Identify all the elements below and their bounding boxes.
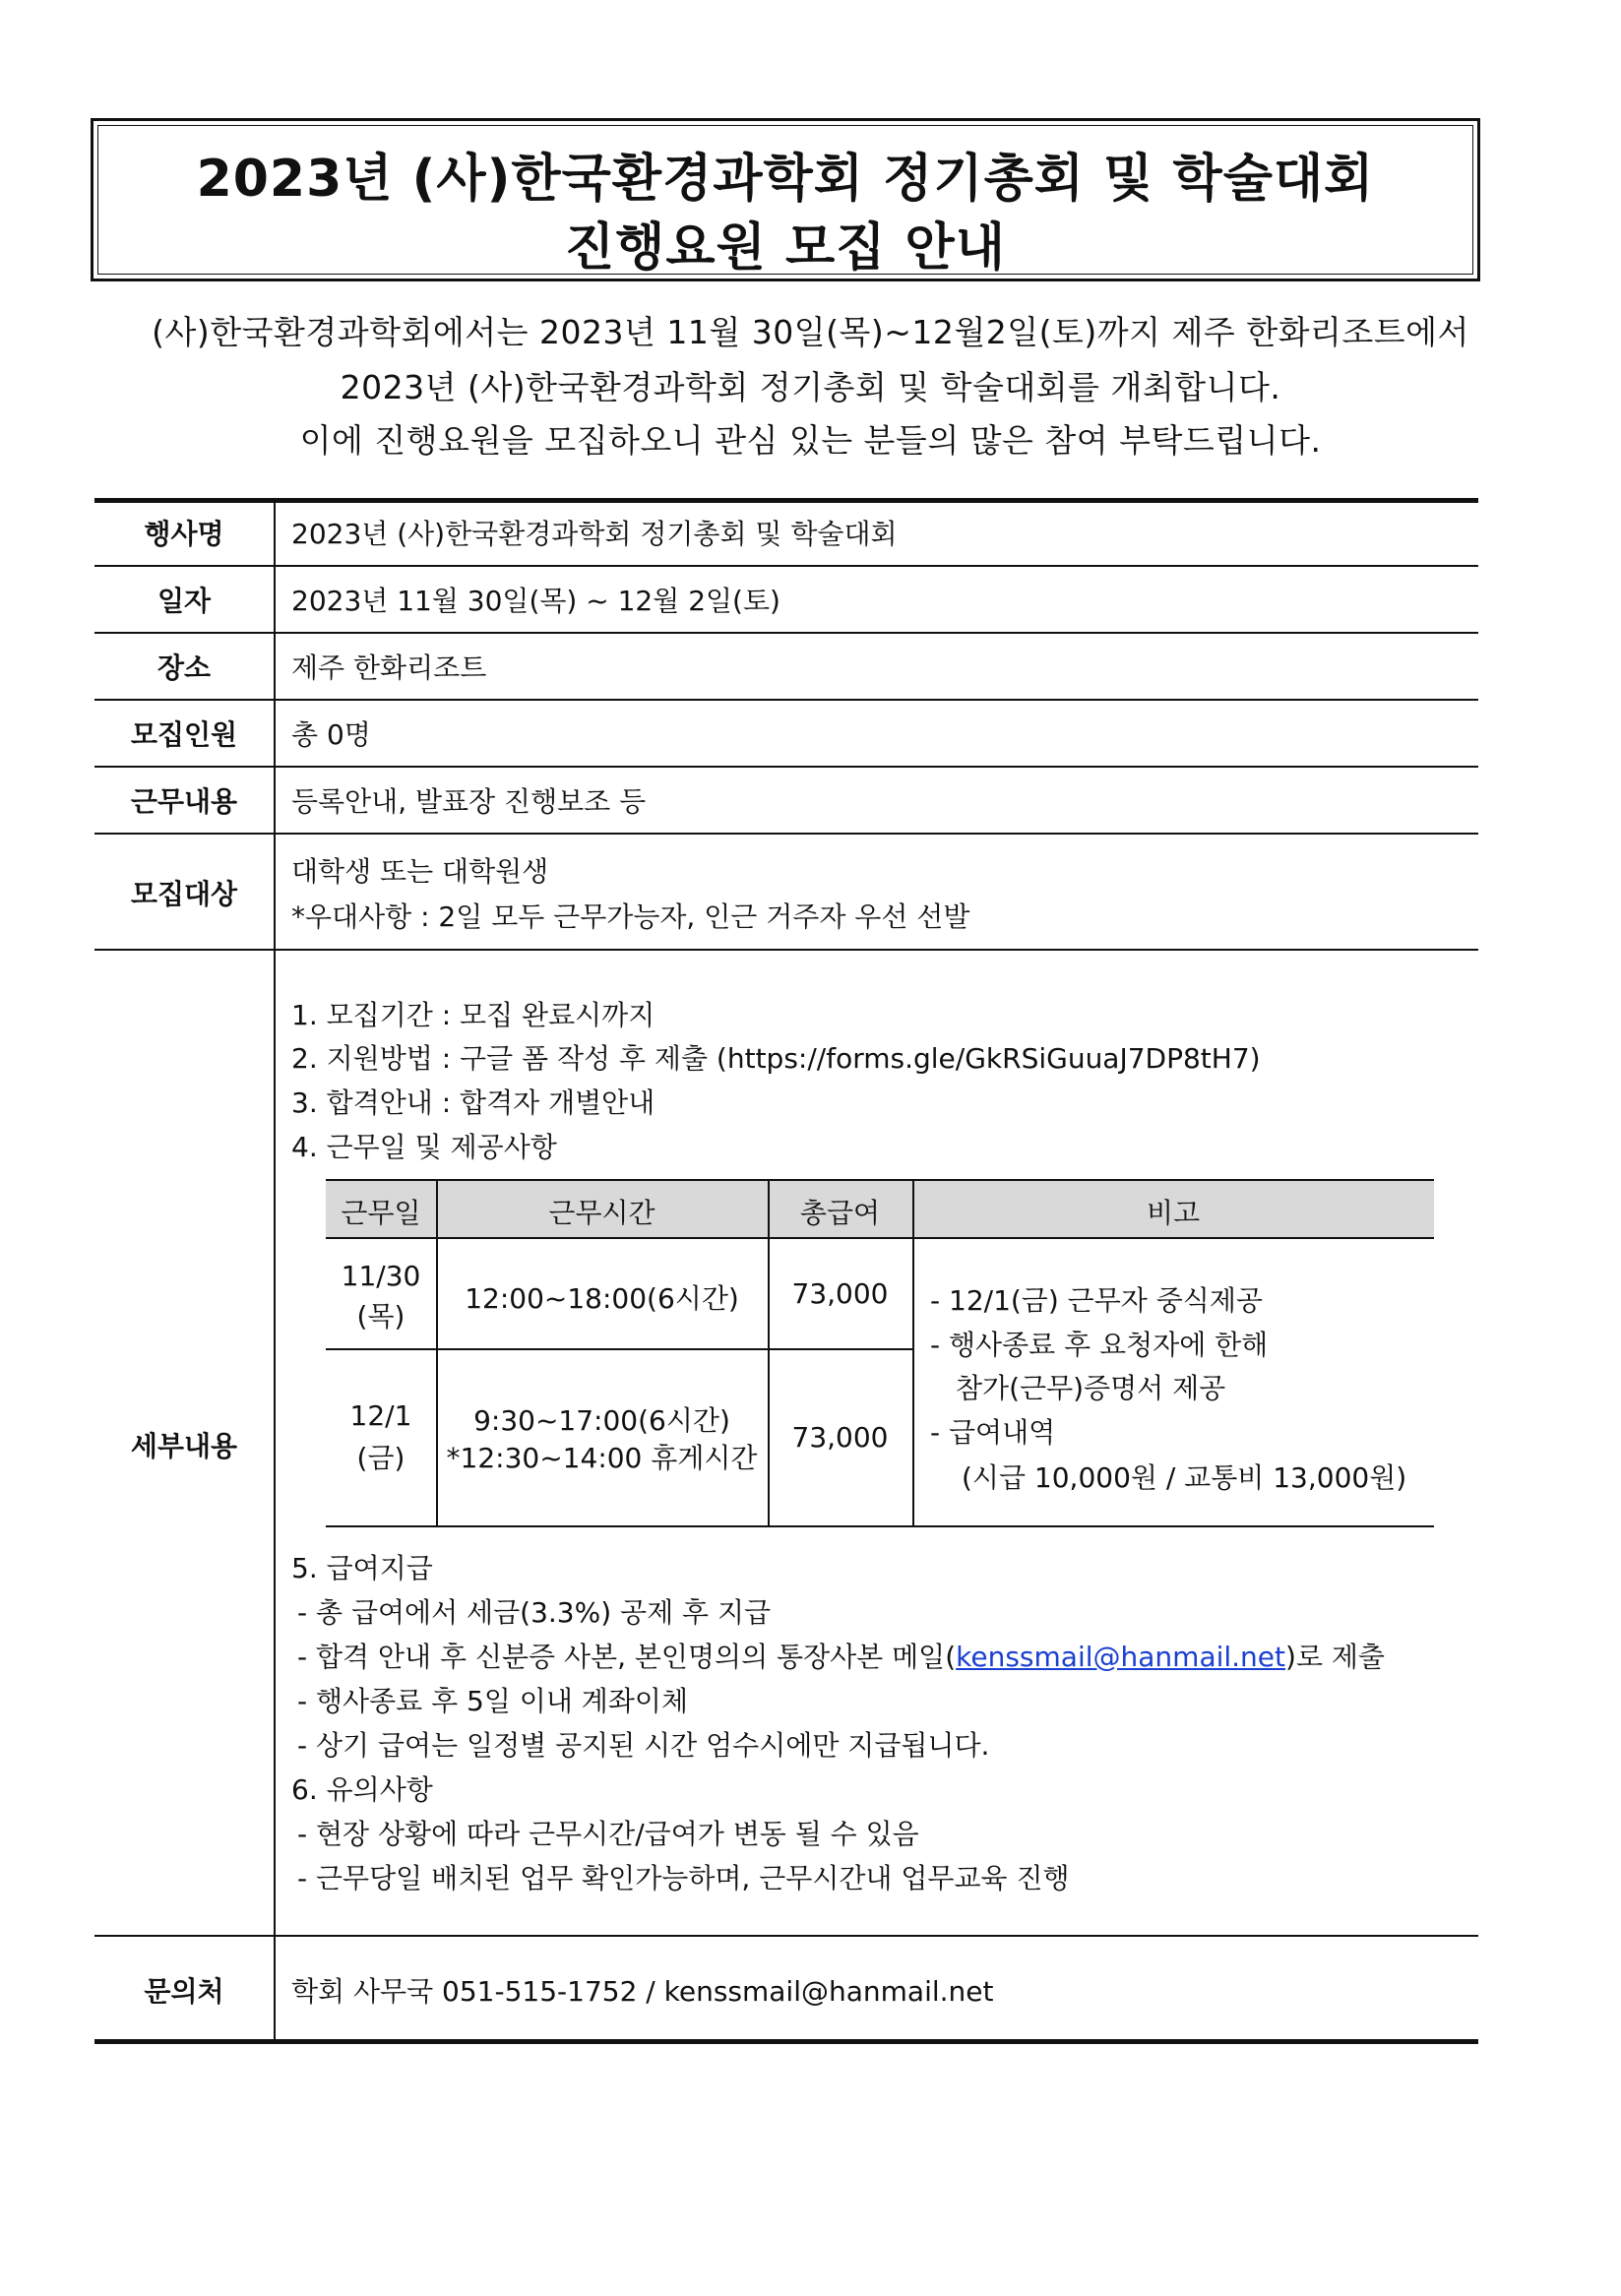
schedule-rule	[326, 1179, 1434, 1181]
remark-line-1: - 12/1(금) 근무자 중식제공	[930, 1284, 1263, 1317]
row2-time: 9:30~17:00(6시간)	[473, 1404, 730, 1437]
remark-line-5: (시급 10,000원 / 교통비 13,000원)	[962, 1461, 1407, 1494]
pay-note-1: - 총 급여에서 세금(3.3%) 공제 후 지급	[297, 1596, 772, 1629]
info-table	[94, 498, 1478, 2045]
schedule-rule	[326, 1348, 914, 1350]
row-divider	[94, 565, 1478, 567]
row2-weekday: (금)	[356, 1442, 405, 1474]
pay-note-4: - 상기 급여는 일정별 공지된 시간 엄수시에만 지급됩니다.	[297, 1729, 990, 1762]
row-divider	[94, 833, 1478, 835]
header-remarks: 비고	[1146, 1197, 1201, 1229]
remark-line-2: - 행사종료 후 요청자에 한해	[930, 1329, 1269, 1361]
caution-note-1: - 현장 상황에 따라 근무시간/급여가 변동 될 수 있음	[297, 1818, 919, 1850]
intro-line-1: (사)한국환경과학회에서는 2023년 11월 30일(목)~12월2일(토)까지 제주 한화리조트에서	[152, 313, 1469, 351]
schedule-col-divider	[912, 1179, 914, 1527]
caution-note-2: - 근무당일 배치된 업무 확인가능하며, 근무시간내 업무교육 진행	[297, 1862, 1070, 1894]
label-count: 모집인원	[130, 718, 238, 751]
table-bottom-rule	[94, 2039, 1478, 2044]
row2-pay: 73,000	[791, 1421, 889, 1454]
row1-time: 12:00~18:00(6시간)	[465, 1282, 739, 1315]
page-subtitle: 진행요원 모집 안내	[564, 218, 1007, 278]
row-divider	[94, 949, 1478, 951]
header-day: 근무일	[341, 1197, 421, 1229]
value-contact: 학회 사무국 051-515-1752 / kenssmail@hanmail.net	[291, 1975, 994, 2008]
value-work: 등록안내, 발표장 진행보조 등	[291, 785, 647, 818]
row2-break: *12:30~14:00 휴게시간	[446, 1442, 758, 1474]
pay-note-2	[297, 1636, 1385, 1675]
row2-day: 12/1	[349, 1399, 412, 1432]
value-target-1: 대학생 또는 대학원생	[291, 855, 549, 888]
remark-line-4: - 급여내역	[930, 1416, 1056, 1449]
value-date: 2023년 11월 30일(목) ~ 12월 2일(토)	[291, 585, 780, 617]
label-contact: 문의처	[144, 1975, 224, 2008]
intro-line-2: 2023년 (사)한국환경과학회 정기총회 및 학술대회를 개최합니다.	[340, 368, 1281, 406]
header-time: 근무시간	[548, 1197, 655, 1229]
title-box	[91, 118, 1480, 281]
label-details: 세부내용	[130, 1430, 238, 1462]
page-title: 2023년 (사)한국환경과학회 정기총회 및 학술대회	[196, 150, 1375, 209]
pay-note-3: - 행사종료 후 5일 이내 계좌이체	[297, 1685, 688, 1717]
schedule-rule	[326, 1237, 1434, 1239]
row-divider	[94, 699, 1478, 701]
detail-item-4: 4. 근무일 및 제공사항	[291, 1131, 557, 1163]
detail-item-6: 6. 유의사항	[291, 1773, 433, 1806]
value-target-2: *우대사항 : 2일 모두 근무가능자, 인근 거주자 우선 선발	[291, 900, 970, 933]
intro-line-3: 이에 진행요원을 모집하오니 관심 있는 분들의 많은 참여 부탁드립니다.	[299, 421, 1322, 460]
label-work: 근무내용	[130, 785, 238, 818]
detail-item-2: 2. 지원방법 : 구글 폼 작성 후 제출 (https://forms.gle/GkRSiGuuaJ7DP8tH7)	[291, 1042, 1261, 1075]
row-divider	[94, 766, 1478, 768]
header-pay: 총급여	[799, 1197, 881, 1229]
value-count: 총 0명	[291, 718, 371, 751]
row-divider	[94, 1935, 1478, 1937]
label-target: 모집대상	[130, 878, 238, 910]
row1-day: 11/30	[341, 1260, 421, 1292]
table-top-rule	[94, 498, 1478, 503]
column-divider	[274, 498, 276, 2044]
row1-weekday: (목)	[356, 1300, 405, 1333]
schedule-col-divider	[768, 1179, 770, 1527]
row1-pay: 73,000	[791, 1277, 889, 1310]
label-date: 일자	[156, 585, 212, 617]
detail-item-5: 5. 급여지급	[291, 1552, 433, 1584]
label-place: 장소	[156, 652, 212, 684]
schedule-table	[326, 1179, 1434, 1527]
schedule-rule	[326, 1525, 1434, 1527]
label-event: 행사명	[144, 518, 224, 550]
pay-note-2-tail: )로 제출	[1285, 1641, 1385, 1673]
email-link[interactable]: kenssmail@hanmail.net	[956, 1641, 1286, 1673]
detail-item-1: 1. 모집기간 : 모집 완료시까지	[291, 999, 655, 1031]
pay-note-2-text: - 합격 안내 후 신분증 사본, 본인명의의 통장사본 메일(	[297, 1641, 957, 1673]
value-event: 2023년 (사)한국환경과학회 정기총회 및 학술대회	[291, 518, 898, 550]
value-place: 제주 한화리조트	[291, 652, 487, 684]
row-divider	[94, 632, 1478, 634]
detail-item-3: 3. 합격안내 : 합격자 개별안내	[291, 1086, 655, 1119]
remark-line-3: 참가(근무)증명서 제공	[956, 1372, 1226, 1404]
